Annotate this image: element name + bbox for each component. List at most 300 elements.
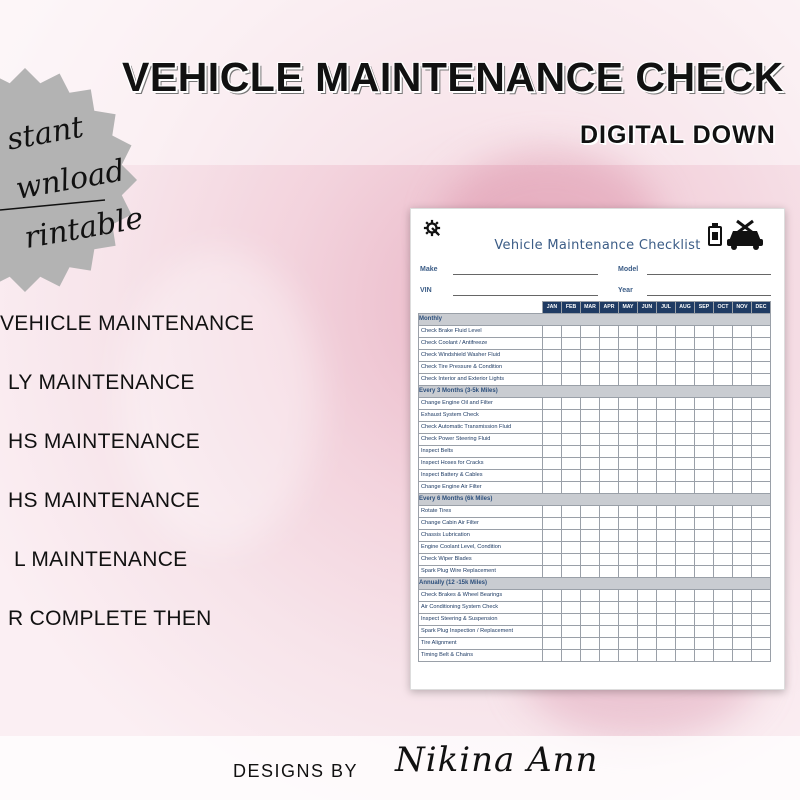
task-label: Engine Coolant Level, Condition (419, 542, 543, 554)
check-cell (676, 326, 695, 338)
check-cell (600, 338, 619, 350)
table-row (419, 410, 771, 422)
check-cell (695, 518, 714, 530)
check-cell (695, 554, 714, 566)
table-row (419, 362, 771, 374)
check-cell (695, 614, 714, 626)
check-cell (733, 446, 752, 458)
check-cell (600, 614, 619, 626)
check-cell (600, 566, 619, 578)
check-cell (600, 446, 619, 458)
check-cell (638, 554, 657, 566)
check-cell (543, 626, 562, 638)
check-cell (562, 638, 581, 650)
make-label: Make (420, 266, 438, 273)
check-cell (657, 602, 676, 614)
check-cell (638, 374, 657, 386)
table-row (419, 398, 771, 410)
check-cell (600, 518, 619, 530)
check-cell (657, 338, 676, 350)
task-label: Check Windshield Washer Fluid (419, 350, 543, 362)
check-cell (543, 398, 562, 410)
check-cell (676, 650, 695, 662)
check-cell (619, 434, 638, 446)
check-cell (581, 542, 600, 554)
month-header: MAR (581, 302, 600, 314)
check-cell (676, 482, 695, 494)
table-row (419, 542, 771, 554)
check-cell (657, 554, 676, 566)
task-label: Chassis Lubrication (419, 530, 543, 542)
check-cell (562, 614, 581, 626)
check-cell (638, 362, 657, 374)
sheet-title: Vehicle Maintenance Checklist (494, 238, 701, 253)
check-cell (733, 518, 752, 530)
check-cell (695, 410, 714, 422)
check-cell (543, 446, 562, 458)
check-cell (581, 362, 600, 374)
check-cell (562, 398, 581, 410)
check-cell (638, 590, 657, 602)
check-cell (695, 362, 714, 374)
check-cell (676, 638, 695, 650)
check-cell (562, 446, 581, 458)
check-cell (714, 602, 733, 614)
check-cell (714, 530, 733, 542)
check-cell (676, 542, 695, 554)
check-cell (657, 518, 676, 530)
check-cell (619, 374, 638, 386)
check-cell (657, 566, 676, 578)
check-cell (657, 470, 676, 482)
check-cell (676, 410, 695, 422)
check-cell (581, 470, 600, 482)
year-field (647, 295, 771, 296)
gear-wrench-icon (423, 219, 441, 237)
check-cell (676, 506, 695, 518)
feature-item: R COMPLETE THEN (8, 607, 212, 630)
check-cell (562, 542, 581, 554)
check-cell (600, 590, 619, 602)
task-label: Exhaust System Check (419, 410, 543, 422)
check-cell (619, 506, 638, 518)
check-cell (543, 482, 562, 494)
check-cell (562, 434, 581, 446)
seal-line: stant (4, 109, 87, 158)
check-cell (562, 362, 581, 374)
check-cell (581, 398, 600, 410)
make-field (453, 274, 598, 275)
check-cell (714, 470, 733, 482)
check-cell (543, 350, 562, 362)
check-cell (562, 650, 581, 662)
check-cell (695, 482, 714, 494)
check-cell (562, 506, 581, 518)
check-cell (600, 506, 619, 518)
check-cell (581, 650, 600, 662)
model-label: Model (618, 266, 639, 273)
section-row (419, 494, 771, 506)
check-cell (695, 542, 714, 554)
check-cell (752, 506, 771, 518)
check-cell (657, 614, 676, 626)
check-cell (600, 434, 619, 446)
check-cell (714, 614, 733, 626)
check-cell (733, 338, 752, 350)
check-cell (638, 506, 657, 518)
task-label: Spark Plug Inspection / Replacement (419, 626, 543, 638)
check-cell (562, 338, 581, 350)
check-cell (752, 326, 771, 338)
check-cell (600, 410, 619, 422)
check-cell (752, 614, 771, 626)
seal-text (5, 105, 149, 274)
check-cell (543, 338, 562, 350)
check-cell (543, 542, 562, 554)
check-cell (619, 614, 638, 626)
check-cell (714, 326, 733, 338)
check-cell (543, 614, 562, 626)
table-row (419, 566, 771, 578)
task-label: Check Coolant / Antifreeze (419, 338, 543, 350)
check-cell (752, 338, 771, 350)
month-header: DEC (752, 302, 771, 314)
table-row (419, 338, 771, 350)
task-label: Inspect Belts (419, 446, 543, 458)
check-cell (562, 350, 581, 362)
check-cell (752, 458, 771, 470)
check-cell (733, 614, 752, 626)
task-label: Rotate Tires (419, 506, 543, 518)
check-cell (676, 422, 695, 434)
check-cell (714, 590, 733, 602)
task-label: Check Interior and Exterior Lights (419, 374, 543, 386)
check-cell (638, 626, 657, 638)
check-cell (676, 602, 695, 614)
check-cell (619, 350, 638, 362)
vin-field (453, 295, 598, 296)
check-cell (733, 554, 752, 566)
check-cell (638, 482, 657, 494)
designer-signature: Nikina Ann (395, 740, 599, 780)
section-row (419, 578, 771, 590)
table-row (419, 326, 771, 338)
section-title: Every 6 Months (6k Miles) (419, 494, 771, 506)
check-cell (714, 338, 733, 350)
check-cell (752, 350, 771, 362)
month-header: JUN (638, 302, 657, 314)
check-cell (752, 590, 771, 602)
check-cell (600, 602, 619, 614)
check-cell (657, 638, 676, 650)
check-cell (676, 350, 695, 362)
checklist-table (418, 301, 771, 662)
check-cell (676, 554, 695, 566)
check-cell (676, 566, 695, 578)
check-cell (600, 482, 619, 494)
check-cell (581, 482, 600, 494)
month-header: MAY (619, 302, 638, 314)
check-cell (657, 374, 676, 386)
table-row (419, 650, 771, 662)
check-cell (714, 638, 733, 650)
task-label: Air Conditioning System Check (419, 602, 543, 614)
section-row (419, 386, 771, 398)
check-cell (581, 374, 600, 386)
check-cell (543, 422, 562, 434)
check-cell (562, 326, 581, 338)
check-cell (695, 566, 714, 578)
check-cell (581, 350, 600, 362)
check-cell (676, 614, 695, 626)
seal-line: rintable (21, 200, 146, 256)
check-cell (619, 326, 638, 338)
feature-item: L MAINTENANCE (14, 548, 188, 571)
check-cell (543, 434, 562, 446)
month-header: NOV (733, 302, 752, 314)
task-label: Change Engine Air Filter (419, 482, 543, 494)
check-cell (638, 470, 657, 482)
page-subtitle: DIGITAL DOWN (580, 121, 776, 149)
feature-item: HS MAINTENANCE (8, 430, 201, 453)
check-cell (695, 650, 714, 662)
check-cell (657, 482, 676, 494)
table-row (419, 590, 771, 602)
check-cell (619, 638, 638, 650)
check-cell (752, 470, 771, 482)
check-cell (543, 554, 562, 566)
check-cell (638, 350, 657, 362)
check-cell (581, 626, 600, 638)
check-cell (752, 602, 771, 614)
check-cell (543, 602, 562, 614)
check-cell (695, 350, 714, 362)
check-cell (752, 638, 771, 650)
check-cell (619, 410, 638, 422)
check-cell (657, 446, 676, 458)
check-cell (581, 434, 600, 446)
section-title: Monthly (419, 314, 771, 326)
check-cell (733, 590, 752, 602)
task-label: Check Brake Fluid Level (419, 326, 543, 338)
check-cell (581, 530, 600, 542)
check-cell (543, 410, 562, 422)
month-header: APR (600, 302, 619, 314)
check-cell (733, 398, 752, 410)
check-cell (562, 374, 581, 386)
check-cell (619, 602, 638, 614)
check-cell (695, 434, 714, 446)
task-label: Check Brakes & Wheel Bearings (419, 590, 543, 602)
check-cell (600, 650, 619, 662)
check-cell (676, 470, 695, 482)
check-cell (600, 326, 619, 338)
check-cell (581, 422, 600, 434)
task-label: Check Power Steering Fluid (419, 434, 543, 446)
check-cell (752, 374, 771, 386)
month-header: SEP (695, 302, 714, 314)
check-cell (638, 410, 657, 422)
check-cell (714, 518, 733, 530)
table-row (419, 602, 771, 614)
feature-item: LY MAINTENANCE (8, 371, 195, 394)
check-cell (581, 566, 600, 578)
check-cell (638, 530, 657, 542)
check-cell (752, 410, 771, 422)
seal-line: wnload (13, 153, 128, 207)
check-cell (714, 566, 733, 578)
check-cell (562, 518, 581, 530)
table-row (419, 530, 771, 542)
check-cell (676, 434, 695, 446)
check-cell (600, 350, 619, 362)
check-cell (562, 530, 581, 542)
check-cell (543, 374, 562, 386)
check-cell (657, 434, 676, 446)
check-cell (619, 362, 638, 374)
check-cell (638, 650, 657, 662)
check-cell (581, 446, 600, 458)
section-title: Every 3 Months (3-5k Miles) (419, 386, 771, 398)
check-cell (581, 590, 600, 602)
instant-download-seal (0, 40, 155, 295)
check-cell (581, 338, 600, 350)
check-cell (714, 410, 733, 422)
check-cell (657, 362, 676, 374)
check-cell (752, 542, 771, 554)
check-cell (562, 482, 581, 494)
check-cell (676, 362, 695, 374)
check-cell (714, 554, 733, 566)
section-title: Annually (12 -15k Miles) (419, 578, 771, 590)
month-header: AUG (676, 302, 695, 314)
check-cell (752, 566, 771, 578)
table-row (419, 626, 771, 638)
check-cell (714, 506, 733, 518)
model-field (647, 274, 771, 275)
check-cell (543, 566, 562, 578)
check-cell (695, 374, 714, 386)
check-cell (733, 350, 752, 362)
check-cell (657, 458, 676, 470)
check-cell (733, 566, 752, 578)
check-cell (733, 470, 752, 482)
check-cell (543, 506, 562, 518)
check-cell (676, 590, 695, 602)
check-cell (714, 398, 733, 410)
check-cell (733, 602, 752, 614)
check-cell (638, 326, 657, 338)
table-row (419, 422, 771, 434)
check-cell (543, 470, 562, 482)
check-cell (619, 458, 638, 470)
check-cell (676, 518, 695, 530)
check-cell (562, 602, 581, 614)
table-row (419, 638, 771, 650)
task-label: Timing Belt & Chains (419, 650, 543, 662)
check-cell (562, 554, 581, 566)
check-cell (638, 398, 657, 410)
check-cell (543, 362, 562, 374)
check-cell (562, 590, 581, 602)
check-cell (733, 530, 752, 542)
check-cell (562, 422, 581, 434)
check-cell (714, 362, 733, 374)
check-cell (752, 422, 771, 434)
check-cell (752, 530, 771, 542)
check-cell (619, 422, 638, 434)
check-cell (657, 422, 676, 434)
table-row (419, 554, 771, 566)
check-cell (695, 470, 714, 482)
vin-label: VIN (420, 287, 432, 294)
table-row (419, 446, 771, 458)
check-cell (600, 530, 619, 542)
check-cell (657, 350, 676, 362)
month-header: JAN (543, 302, 562, 314)
check-cell (752, 518, 771, 530)
check-cell (695, 638, 714, 650)
table-corner (419, 302, 543, 314)
check-cell (600, 638, 619, 650)
check-cell (543, 530, 562, 542)
check-cell (543, 590, 562, 602)
check-cell (733, 434, 752, 446)
check-cell (714, 374, 733, 386)
check-cell (733, 326, 752, 338)
check-cell (733, 650, 752, 662)
check-cell (581, 602, 600, 614)
check-cell (676, 530, 695, 542)
check-cell (619, 482, 638, 494)
check-cell (543, 638, 562, 650)
task-label: Tire Alignment (419, 638, 543, 650)
check-cell (752, 650, 771, 662)
check-cell (714, 650, 733, 662)
check-cell (676, 374, 695, 386)
month-header: JUL (657, 302, 676, 314)
check-cell (600, 374, 619, 386)
check-cell (714, 422, 733, 434)
check-cell (619, 590, 638, 602)
task-label: Inspect Battery & Cables (419, 470, 543, 482)
check-cell (714, 542, 733, 554)
check-cell (695, 602, 714, 614)
check-cell (600, 398, 619, 410)
check-cell (676, 446, 695, 458)
task-label: Inspect Steering & Suspension (419, 614, 543, 626)
table-row (419, 482, 771, 494)
check-cell (543, 518, 562, 530)
table-row (419, 518, 771, 530)
table-row (419, 434, 771, 446)
check-cell (676, 458, 695, 470)
check-cell (752, 398, 771, 410)
check-cell (733, 410, 752, 422)
check-cell (695, 626, 714, 638)
check-cell (600, 458, 619, 470)
feature-item: VEHICLE MAINTENANCE (0, 312, 255, 335)
check-cell (676, 398, 695, 410)
check-cell (543, 650, 562, 662)
check-cell (752, 482, 771, 494)
check-cell (733, 482, 752, 494)
check-cell (562, 566, 581, 578)
check-cell (695, 506, 714, 518)
check-cell (638, 518, 657, 530)
check-cell (600, 554, 619, 566)
check-cell (581, 458, 600, 470)
